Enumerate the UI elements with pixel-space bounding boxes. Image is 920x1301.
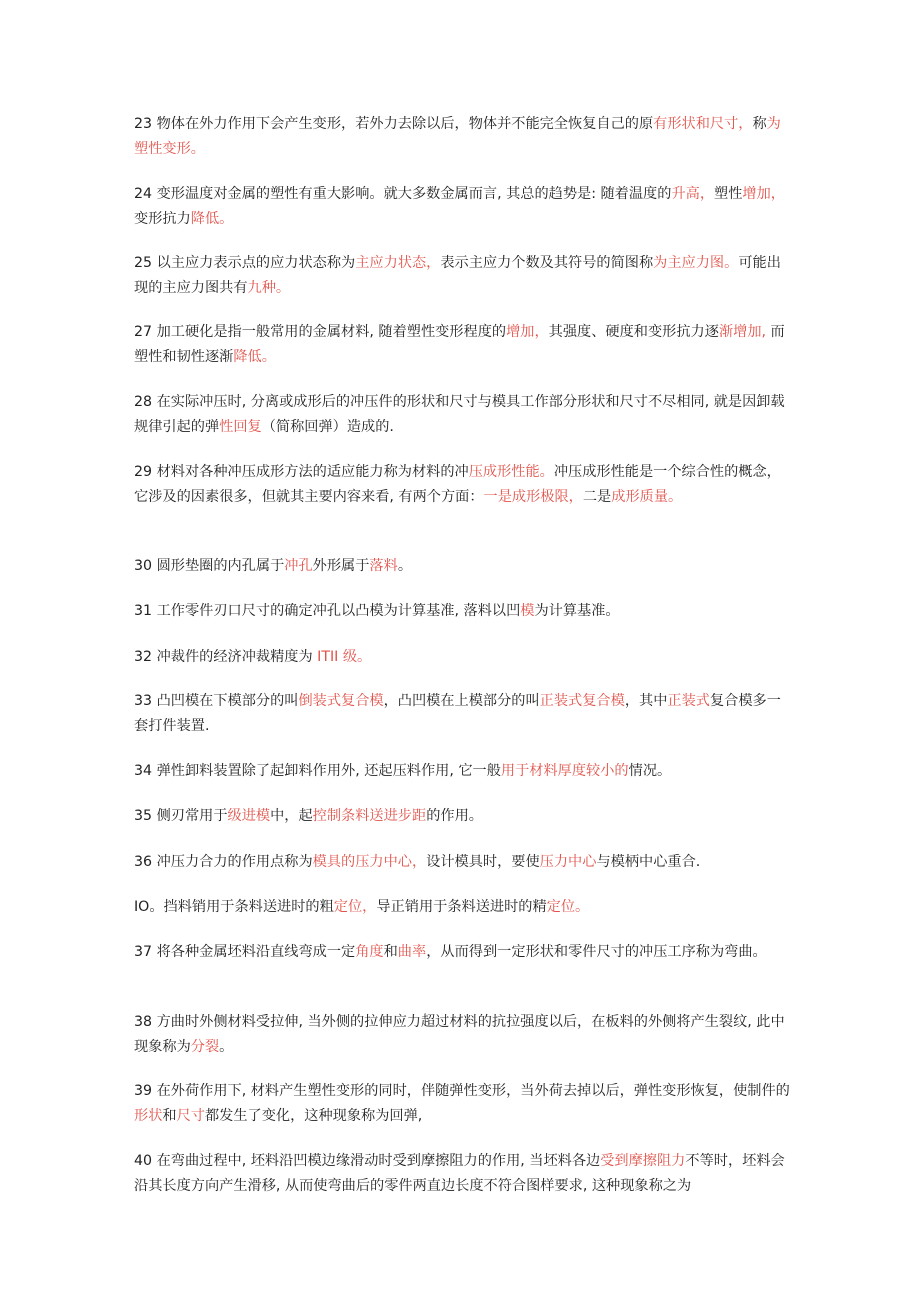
highlighted-answer: 倒装式复合模 bbox=[298, 693, 384, 709]
highlighted-answer: 渐增加, bbox=[718, 324, 767, 340]
paragraph-text: 31 工作零件刃口尺寸的确定冲孔以凸模为计算基准, 落料以凹 bbox=[134, 603, 521, 619]
paragraph-text: 27 加工硬化是指一般常用的金属材料, 随着塑性变形程度的 bbox=[134, 324, 507, 340]
paragraph-text: 。 bbox=[219, 1038, 234, 1055]
paragraph-text: 与模柄中心重合. bbox=[596, 854, 701, 870]
paragraph-text: 40 在弯曲过程中, 坯料沿凹模边缘滑动时受到摩擦阻力的作用, 当坯料各边 bbox=[134, 1153, 601, 1169]
highlighted-answer: 增加， bbox=[742, 186, 785, 202]
highlighted-answer: 级进模 bbox=[227, 808, 271, 824]
paragraph-text: 32 冲裁件的经济冲裁精度为 bbox=[134, 649, 318, 665]
paragraph-32 bbox=[134, 645, 794, 670]
highlighted-answer: ITII 级。 bbox=[317, 649, 372, 665]
paragraph-37 bbox=[134, 940, 794, 965]
highlighted-answer: 受到摩擦阻力 bbox=[600, 1153, 686, 1169]
paragraph-33 bbox=[134, 689, 794, 738]
highlighted-answer: 升高， bbox=[671, 186, 715, 202]
paragraph-text: 为计算基准。 bbox=[534, 603, 620, 619]
highlighted-answer: 压力中心 bbox=[539, 854, 597, 870]
highlighted-answer: 成形质量。 bbox=[611, 488, 683, 505]
paragraph-text: 25 以主应力表示点的应力状态称为 bbox=[134, 255, 356, 271]
highlighted-answer: 冲孔 bbox=[284, 558, 313, 574]
highlighted-answer: 模 bbox=[520, 603, 535, 619]
paragraph-24 bbox=[134, 182, 794, 231]
paragraph-39 bbox=[134, 1079, 794, 1128]
paragraph-23 bbox=[134, 112, 794, 161]
paragraph-text: IO。挡料销用于条料送进时的粗 bbox=[134, 899, 334, 915]
paragraph-text: 导正销用于条料送进时的精 bbox=[376, 899, 547, 915]
paragraph-text: 复合模多一套打件装置. bbox=[134, 693, 781, 734]
highlighted-answer: 形状 bbox=[134, 1107, 163, 1124]
highlighted-answer: 增加， bbox=[506, 324, 549, 340]
paragraph-text: （简称回弹）造成的. bbox=[261, 418, 394, 435]
highlighted-answer: 压成形性能。 bbox=[468, 464, 554, 480]
paragraph-34 bbox=[134, 759, 794, 784]
paragraph-text: 而塑性和韧性逐渐 bbox=[134, 324, 785, 365]
paragraph-text: 和 bbox=[162, 1107, 177, 1124]
highlighted-answer: 模具的压力中心， bbox=[312, 854, 427, 870]
highlighted-answer: 落料 bbox=[369, 558, 398, 574]
highlighted-answer: 九种。 bbox=[247, 279, 291, 296]
paragraph-35 bbox=[134, 804, 794, 829]
highlighted-answer: 有形状和尺寸， bbox=[653, 116, 753, 132]
highlighted-answer: 降低。 bbox=[233, 348, 276, 365]
paragraph-text: 28 在实际冲压时, 分离或成形后的冲压件的形状和尺寸与模具工作部分形状和尺寸不尽相同, 就是因卸载规律引起的弹 bbox=[134, 394, 785, 435]
paragraph-text: 的作用。 bbox=[426, 808, 483, 824]
paragraph-text: 二是 bbox=[582, 488, 612, 505]
highlighted-answer: 用于材料厚度较小的 bbox=[500, 763, 629, 779]
paragraph-text: 都发生了变化，这种现象称为回弹, bbox=[204, 1107, 423, 1124]
paragraph-text: 和 bbox=[383, 944, 398, 960]
paragraph-40 bbox=[134, 1149, 794, 1198]
paragraph-text: 30 圆形垫圈的内孔属于 bbox=[134, 558, 285, 574]
paragraph-text: 塑性 bbox=[714, 186, 743, 202]
paragraph-text: 外形属于 bbox=[312, 558, 370, 574]
highlighted-answer: 尺寸 bbox=[176, 1107, 205, 1124]
paragraph-text: 冲压成形性能是一个综合性的概念，它涉及的因素很多，但就其主要内容来看, 有两个方面： bbox=[134, 464, 781, 505]
paragraph-text: 37 将各种金属坯料沿直线弯成一定 bbox=[134, 944, 356, 960]
highlighted-answer: 定位， bbox=[333, 899, 377, 915]
highlighted-answer: 性回复 bbox=[219, 418, 262, 435]
paragraph-text: 中，起 bbox=[270, 808, 313, 824]
paragraph-text: 不等时，坯料会沿其长度方向产生滑移, 从而使弯曲后的零件两直边长度不符合图样要求, 这种现象称之为 bbox=[134, 1153, 785, 1194]
paragraph-text: 称 bbox=[752, 116, 767, 132]
highlighted-answer: 降低。 bbox=[190, 210, 234, 227]
paragraph-29 bbox=[134, 460, 794, 509]
paragraph-text: ，从而得到一定形状和零件尺寸的冲压工序称为弯曲。 bbox=[426, 944, 767, 960]
highlighted-answer: 为塑性变形。 bbox=[134, 116, 781, 157]
paragraph-text: 34 弹性卸料装置除了起卸料作用外, 还起压料作用, 它一般 bbox=[134, 763, 501, 779]
paragraph-text: ，凸凹模在上模部分的叫 bbox=[383, 693, 540, 709]
paragraph-text: 38 方曲时外侧材料受拉伸, 当外侧的拉伸应力超过材料的抗拉强度以后，在板料的外侧将产生裂纹, 此中现象称为 bbox=[134, 1014, 785, 1055]
highlighted-answer: 分裂 bbox=[190, 1038, 220, 1055]
highlighted-answer: 正装式复合模 bbox=[539, 693, 625, 709]
highlighted-answer: 为主应力图。 bbox=[653, 255, 739, 271]
highlighted-answer: 一是成形极限， bbox=[483, 488, 583, 505]
paragraph-text: ，其中 bbox=[624, 693, 668, 709]
paragraph-text: 36 冲压力合力的作用点称为 bbox=[134, 854, 313, 870]
paragraph-text: 可能出现的主应力图共有 bbox=[134, 255, 781, 296]
paragraph-text: 39 在外荷作用下, 材料产生塑性变形的同时，伴随弹性变形，当外荷去掉以后，弹性变形恢复，使制件的 bbox=[134, 1083, 790, 1099]
paragraph-text: 表示主应力个数及其符号的简图称 bbox=[440, 255, 654, 271]
highlighted-answer: 定位。 bbox=[546, 899, 590, 915]
highlighted-answer: 正装式 bbox=[667, 693, 710, 709]
highlighted-answer: 控制条料送进步距 bbox=[312, 808, 427, 824]
paragraph-text: 其强度、硬度和变形抗力逐 bbox=[548, 324, 719, 340]
paragraph-38 bbox=[134, 1010, 794, 1059]
paragraph-36 bbox=[134, 850, 794, 875]
paragraph-31 bbox=[134, 599, 794, 624]
paragraph-text: 35 侧刃常用于 bbox=[134, 808, 228, 824]
paragraph-28 bbox=[134, 390, 794, 439]
paragraph-io bbox=[134, 895, 794, 920]
paragraph-text: 变形抗力 bbox=[134, 210, 191, 227]
highlighted-answer: 主应力状态， bbox=[355, 255, 441, 271]
paragraph-25 bbox=[134, 251, 794, 300]
paragraph-27 bbox=[134, 320, 794, 369]
highlighted-answer: 曲率 bbox=[397, 944, 427, 960]
paragraph-text: 情况。 bbox=[628, 763, 672, 779]
paragraph-text: 设计模具时，要使 bbox=[426, 854, 540, 870]
paragraph-text: 33 凸凹模在下模部分的叫 bbox=[134, 693, 299, 709]
highlighted-answer: 角度 bbox=[355, 944, 384, 960]
paragraph-text: 24 变形温度对金属的塑性有重大影响。就大多数金属而言, 其总的趋势是: 随着温度的 bbox=[134, 186, 672, 202]
paragraph-30 bbox=[134, 554, 794, 579]
paragraph-text: 。 bbox=[397, 558, 413, 574]
paragraph-text: 29 材料对各种冲压成形方法的适应能力称为材料的冲 bbox=[134, 464, 469, 480]
paragraph-text: 23 物体在外力作用下会产生变形，若外力去除以后，物体并不能完全恢复自己的原 bbox=[134, 116, 654, 132]
